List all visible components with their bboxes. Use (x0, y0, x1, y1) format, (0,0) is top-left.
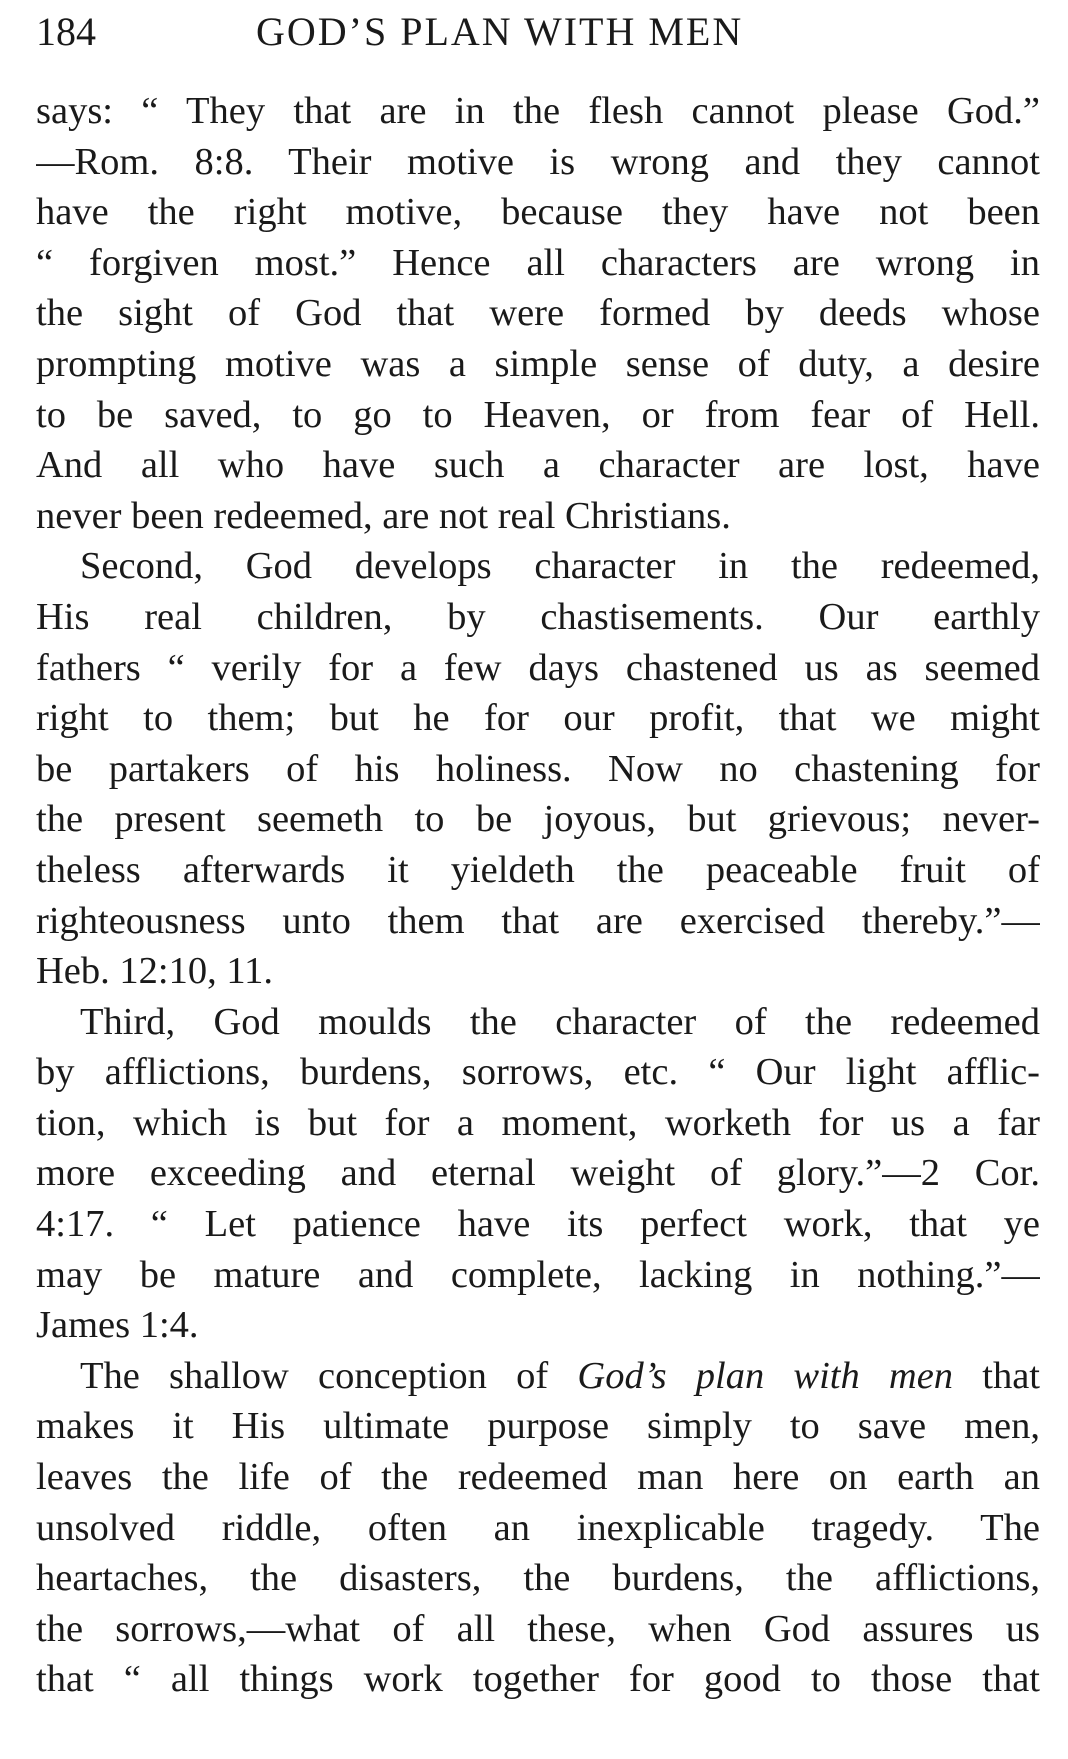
page-number: 184 (36, 9, 96, 54)
text-line: unsolved riddle, often an inexplicable tragedy. The (36, 1506, 1040, 1549)
text-line: James 1:4. (36, 1304, 199, 1347)
text-line: fathers “ verily for a few days chastened us as seemed (36, 646, 1040, 689)
text-line: —Rom. 8:8. Their motive is wrong and they cannot (36, 140, 1040, 183)
text-line: tion, which is but for a moment, worketh for us a far (36, 1101, 1040, 1144)
text-line: more exceeding and eternal weight of glory.”—2 Cor. (36, 1152, 1040, 1195)
body-text (36, 86, 1040, 1705)
text-line: the present seemeth to be joyous, but grievous; never- (36, 798, 1040, 841)
text-line: says: “ They that are in the flesh cannot please God.” (36, 90, 1040, 132)
text-line: theless afterwards it yieldeth the peaceable fruit of (36, 848, 1040, 891)
text-line: righteousness unto them that are exercised thereby.”— (36, 899, 1040, 942)
text-fragment: The shallow conception of (80, 1354, 549, 1397)
text-line: Second, God develops character in the redeemed, (80, 545, 1040, 588)
page-header (36, 6, 1032, 58)
text-line: “ forgiven most.” Hence all characters are wrong in (36, 241, 1040, 284)
text-line: that “ all things work together for good to those that (36, 1658, 1040, 1701)
text-line: have the right motive, because they have not been (36, 191, 1040, 234)
text-fragment: that (982, 1354, 1040, 1397)
running-head: GOD’S PLAN WITH MEN (256, 9, 744, 54)
text-line: Heb. 12:10, 11. (36, 950, 274, 993)
text-line-with-italic (36, 1351, 1040, 1402)
text-line: the sight of God that were formed by deeds whose (36, 292, 1040, 335)
text-line: prompting motive was a simple sense of duty, a desire (36, 342, 1040, 385)
text-line: And all who have such a character are lost, have (36, 444, 1040, 487)
text-line: heartaches, the disasters, the burdens, the afflictions, (36, 1557, 1040, 1600)
text-line: the sorrows,—what of all these, when God assures us (36, 1607, 1040, 1650)
text-line: 4:17. “ Let patience have its perfect work, that ye (36, 1203, 1040, 1246)
book-title-italic: God’s plan with men (577, 1354, 954, 1397)
text-line: by afflictions, burdens, sorrows, etc. “ Our light afflic- (36, 1051, 1040, 1094)
text-line: leaves the life of the redeemed man here on earth an (36, 1456, 1040, 1499)
text-line: His real children, by chastisements. Our earthly (36, 595, 1040, 638)
text-line: right to them; but he for our profit, that we might (36, 697, 1040, 740)
text-line: may be mature and complete, lacking in nothing.”— (36, 1253, 1040, 1296)
text-line: be partakers of his holiness. Now no chastening for (36, 747, 1040, 790)
text-line: never been redeemed, are not real Christians. (36, 494, 731, 537)
text-line: makes it His ultimate purpose simply to save men, (36, 1405, 1040, 1448)
text-line: to be saved, to go to Heaven, or from fear of Hell. (36, 393, 1040, 436)
text-line: Third, God moulds the character of the redeemed (80, 1000, 1040, 1043)
